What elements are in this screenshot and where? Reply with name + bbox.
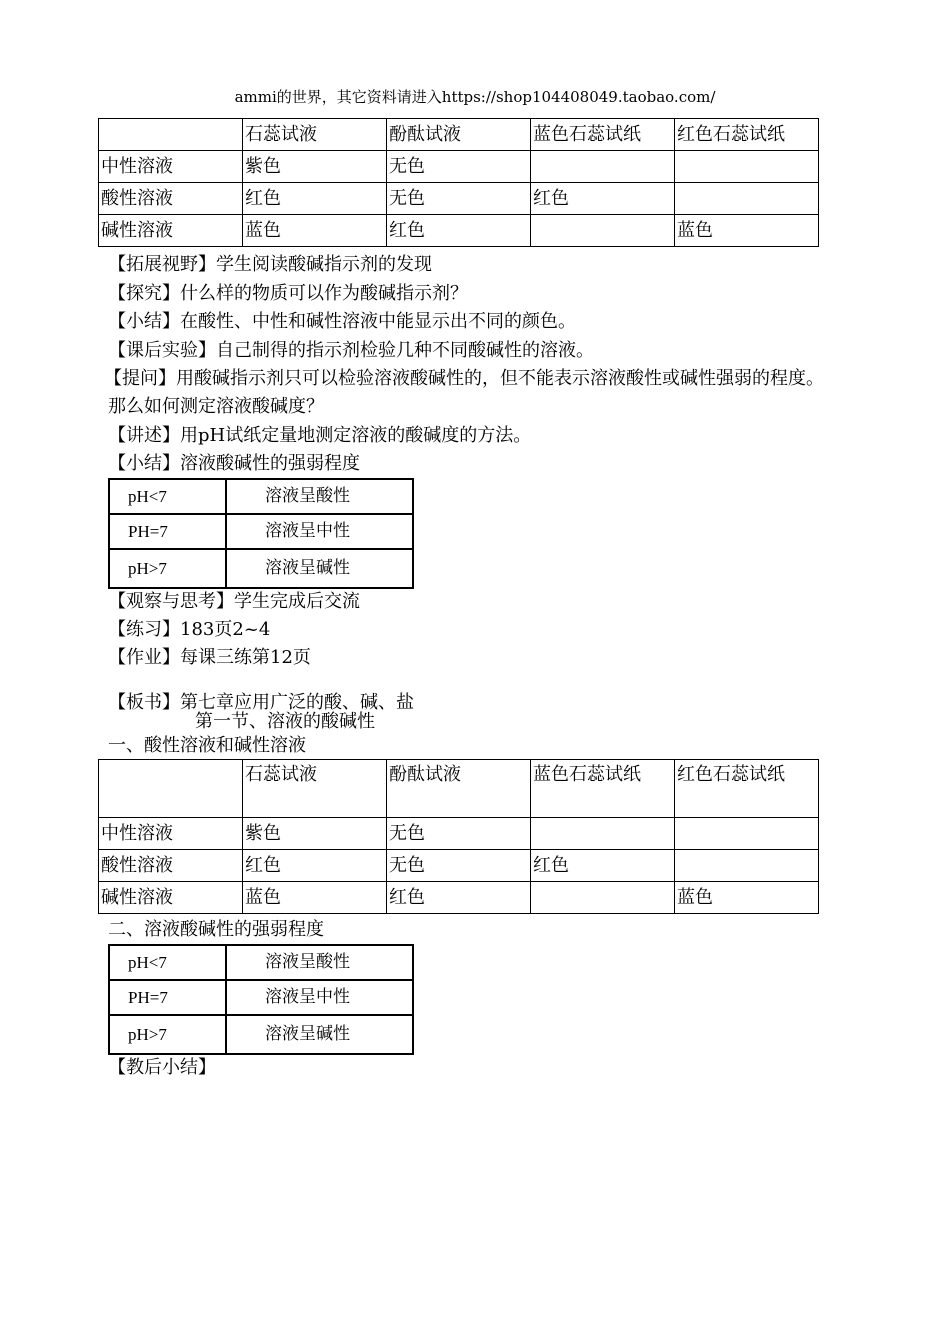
table-cell: 蓝色 <box>243 215 387 247</box>
table-cell: 酸性溶液 <box>99 183 243 215</box>
text-line: 【小结】溶液酸碱性的强弱程度 <box>108 453 360 474</box>
text-line: 【观察与思考】学生完成后交流 <box>108 591 360 612</box>
table-cell: 溶液呈碱性 <box>226 549 413 588</box>
text-line: 一、酸性溶液和碱性溶液 <box>108 735 306 756</box>
table-cell: 酚酞试液 <box>387 119 531 151</box>
table-header-row <box>99 119 819 151</box>
table-cell <box>531 818 675 850</box>
table-cell: 溶液呈酸性 <box>226 479 413 514</box>
table-cell: 蓝色石蕊试纸 <box>531 119 675 151</box>
table-cell: 蓝色 <box>243 882 387 914</box>
ph-table-2 <box>108 944 414 1055</box>
table-cell: 紫色 <box>243 818 387 850</box>
table-cell <box>675 151 819 183</box>
table-row <box>109 980 413 1015</box>
indicator-table-2 <box>98 759 819 914</box>
text-line: 【课后实验】自己制得的指示剂检验几种不同酸碱性的溶液。 <box>108 340 594 361</box>
table-row <box>99 183 819 215</box>
table-cell: pH<7 <box>109 945 226 980</box>
text-line: 【提问】用酸碱指示剂只可以检验溶液酸碱性的，但不能表示溶液酸性或碱性强弱的程度。 <box>104 368 824 389</box>
table-row <box>109 1015 413 1054</box>
table-cell <box>675 818 819 850</box>
table-cell: 无色 <box>387 818 531 850</box>
table-cell: 红色 <box>387 215 531 247</box>
table-cell: 蓝色石蕊试纸 <box>531 760 675 818</box>
table-cell: PH=7 <box>109 980 226 1015</box>
table-row <box>99 151 819 183</box>
table-row <box>109 479 413 514</box>
text-line: 【拓展视野】学生阅读酸碱指示剂的发现 <box>108 254 432 275</box>
table-cell: 蓝色 <box>675 882 819 914</box>
table-row <box>99 818 819 850</box>
table-cell: 红色 <box>531 850 675 882</box>
table-cell: 碱性溶液 <box>99 882 243 914</box>
text-line: 那么如何测定溶液酸碱度？ <box>108 396 324 417</box>
text-line: 【探究】什么样的物质可以作为酸碱指示剂？ <box>108 283 468 304</box>
indicator-table-1 <box>98 118 819 247</box>
text-line: 【作业】每课三练第12页 <box>108 647 311 668</box>
table-cell: 溶液呈碱性 <box>226 1015 413 1054</box>
table-cell <box>531 215 675 247</box>
table-cell: 溶液呈中性 <box>226 980 413 1015</box>
table-cell: 红色石蕊试纸 <box>675 119 819 151</box>
table-row <box>109 549 413 588</box>
table-cell <box>675 183 819 215</box>
ph-table-1 <box>108 478 414 589</box>
table-cell: 石蕊试液 <box>243 119 387 151</box>
table-cell: 酸性溶液 <box>99 850 243 882</box>
table-cell: pH>7 <box>109 1015 226 1054</box>
table-cell: 紫色 <box>243 151 387 183</box>
table-cell: 溶液呈中性 <box>226 514 413 549</box>
table-cell: 石蕊试液 <box>243 760 387 818</box>
text-line: 【教后小结】 <box>108 1057 216 1078</box>
table-cell: 红色石蕊试纸 <box>675 760 819 818</box>
table-cell: PH=7 <box>109 514 226 549</box>
table-row <box>109 945 413 980</box>
text-line: 【讲述】用pH试纸定量地测定溶液的酸碱度的方法。 <box>108 425 532 446</box>
text-line: 【小结】在酸性、中性和碱性溶液中能显示出不同的颜色。 <box>108 311 576 332</box>
table-cell <box>99 119 243 151</box>
table-cell: 红色 <box>531 183 675 215</box>
table-cell: 红色 <box>243 850 387 882</box>
table-cell: pH<7 <box>109 479 226 514</box>
text-line: 二、溶液酸碱性的强弱程度 <box>108 919 324 940</box>
text-line: 第一节、溶液的酸碱性 <box>195 711 375 732</box>
table-cell: 中性溶液 <box>99 151 243 183</box>
table-cell: 蓝色 <box>675 215 819 247</box>
table-cell <box>531 151 675 183</box>
table-cell: pH>7 <box>109 549 226 588</box>
table-cell: 酚酞试液 <box>387 760 531 818</box>
table-cell: 中性溶液 <box>99 818 243 850</box>
table-row <box>99 882 819 914</box>
table-cell: 溶液呈酸性 <box>226 945 413 980</box>
page-header: ammi的世界，其它资料请进入https://shop104408049.taobao.com/ <box>234 88 716 106</box>
table-row <box>99 215 819 247</box>
table-header-row <box>99 760 819 818</box>
table-cell <box>675 850 819 882</box>
text-line: 【练习】183页2~4 <box>108 619 271 640</box>
table-cell <box>99 760 243 818</box>
table-cell: 碱性溶液 <box>99 215 243 247</box>
table-cell <box>531 882 675 914</box>
table-cell: 红色 <box>387 882 531 914</box>
table-cell: 无色 <box>387 151 531 183</box>
text-line: 【板书】第七章应用广泛的酸、碱、盐 <box>108 692 414 713</box>
table-row <box>109 514 413 549</box>
table-cell: 红色 <box>243 183 387 215</box>
table-row <box>99 850 819 882</box>
table-cell: 无色 <box>387 183 531 215</box>
table-cell: 无色 <box>387 850 531 882</box>
